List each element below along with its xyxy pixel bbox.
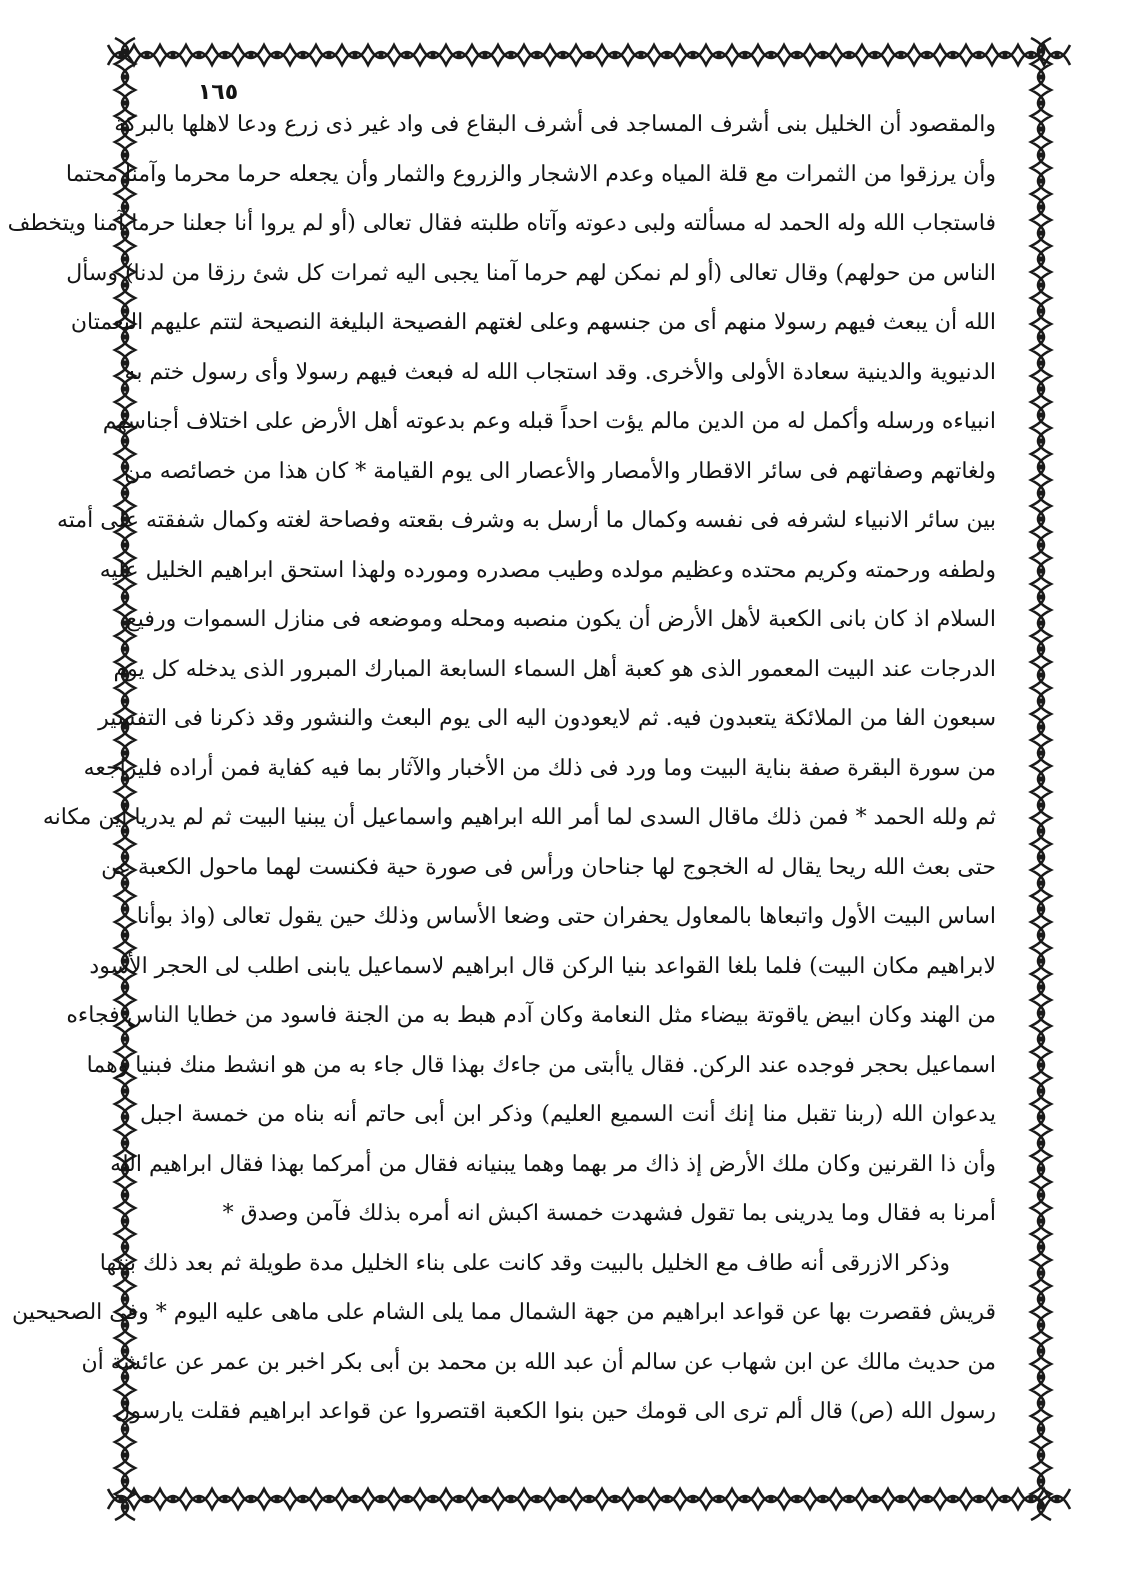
rope-knot xyxy=(1038,360,1043,365)
rope-knot xyxy=(122,1114,127,1119)
rope-knot xyxy=(248,52,253,57)
rope-knot xyxy=(122,906,127,911)
rope-knot xyxy=(586,52,591,57)
rope-knot xyxy=(820,52,825,57)
rope-knot xyxy=(898,1496,903,1501)
rope-knot xyxy=(1038,1244,1043,1249)
rope-knot xyxy=(664,52,669,57)
rope-knot xyxy=(196,1496,201,1501)
rope-knot xyxy=(846,52,851,57)
rope-knot xyxy=(1038,1114,1043,1119)
rope-knot xyxy=(122,1504,127,1509)
rope-knot xyxy=(1038,724,1043,729)
rope-knot xyxy=(248,1496,253,1501)
rope-knot xyxy=(1038,542,1043,547)
rope-knot xyxy=(1038,490,1043,495)
rope-knot xyxy=(586,1496,591,1501)
rope-knot xyxy=(196,52,201,57)
rope-knot xyxy=(1038,1062,1043,1067)
rope-knot xyxy=(690,52,695,57)
rope-knot xyxy=(1038,1088,1043,1093)
rope-knot xyxy=(1038,958,1043,963)
rope-knot xyxy=(534,1496,539,1501)
rope-knot xyxy=(378,52,383,57)
rope-knot xyxy=(1038,204,1043,209)
rope-knot xyxy=(1038,1218,1043,1223)
rope-knot xyxy=(1038,1452,1043,1457)
rope-knot xyxy=(716,52,721,57)
rope-knot xyxy=(456,52,461,57)
rope-knot xyxy=(1038,672,1043,677)
rope-knot xyxy=(794,1496,799,1501)
rope-knot xyxy=(1038,230,1043,235)
rope-knot xyxy=(508,1496,513,1501)
rope-knot xyxy=(1038,152,1043,157)
rope-knot xyxy=(300,1496,305,1501)
rope-knot xyxy=(950,52,955,57)
rope-knot xyxy=(560,52,565,57)
rope-knot xyxy=(560,1496,565,1501)
text-line-9: بين سائر الانبياء لشرفه فى نفسه وكمال ما أرسل به وشرف بقعته وفصاحة لغته وكمال شفقته على أمته xyxy=(56,508,996,533)
rope-knot xyxy=(1038,1036,1043,1041)
page-body-text xyxy=(7,100,996,1440)
rope-knot xyxy=(1038,568,1043,573)
rope-knot xyxy=(352,52,357,57)
rope-knot xyxy=(378,1496,383,1501)
rope-knot xyxy=(144,1496,149,1501)
text-line-13: سبعون الفا من الملائكة يتعبدون فيه. ثم لايعودون اليه الى يوم البعث والنشور وقد ذكرنا فى التفسير xyxy=(98,706,996,731)
rope-knot xyxy=(612,1496,617,1501)
text-line-14: من سورة البقرة صفة بناية البيت وما ورد فى ذلك من الأخبار والآثار بما فيه كفاية فمن أراده فليراجعه xyxy=(83,755,996,781)
rope-knot xyxy=(1038,1322,1043,1327)
border-right-ornament xyxy=(1024,38,1058,1516)
rope-knot xyxy=(1038,1296,1043,1301)
text-line-23: أمرنا به فقال وما يدرينى بما تقول فشهدت خمسة اكبش انه أمره بذلك فآمن وصدق * xyxy=(222,1201,996,1226)
text-line-24: وذكر الازرقى أنه طاف مع الخليل بالبيت وقد كانت على بناء الخليل مدة طويلة ثم بعد ذلك بنتها xyxy=(99,1250,950,1276)
rope-knot xyxy=(1038,412,1043,417)
rope-knot xyxy=(144,52,149,57)
rope-knot xyxy=(1038,880,1043,885)
rope-knot xyxy=(122,1478,127,1483)
rope-knot xyxy=(1038,1426,1043,1431)
rope-knot xyxy=(1038,906,1043,911)
rope-knot xyxy=(1038,308,1043,313)
rope-knot xyxy=(170,1496,175,1501)
rope-knot xyxy=(1038,932,1043,937)
rope-knot xyxy=(482,1496,487,1501)
rope-knot xyxy=(1038,334,1043,339)
rope-knot xyxy=(404,52,409,57)
rope-knot xyxy=(1038,126,1043,131)
rope-knot xyxy=(404,1496,409,1501)
rope-knot xyxy=(716,1496,721,1501)
rope-knot xyxy=(122,932,127,937)
text-line-11: السلام اذ كان بانى الكعبة لأهل الأرض أن يكون منصبه ومحله وموضعه فى منازل السموات ورفيع xyxy=(126,607,996,632)
rope-knot xyxy=(274,52,279,57)
rope-knot xyxy=(1038,854,1043,859)
rope-knot xyxy=(534,52,539,57)
text-line-1: والمقصود أن الخليل بنى أشرف المساجد فى أشرف البقاع فى واد غير ذى زرع ودعا لاهلها بالبركة xyxy=(114,112,996,137)
rope-knot xyxy=(170,52,175,57)
rope-knot xyxy=(1038,1478,1043,1483)
rope-knot xyxy=(1038,48,1043,53)
text-line-4: الناس من حولهم) وقال تعالى (أو لم نمكن لهم حرما آمنا يجبى اليه ثمرات كل شئ رزقا من لدنا) وسأل xyxy=(66,260,996,286)
rope-knot xyxy=(1038,620,1043,625)
rope-knot xyxy=(664,1496,669,1501)
rope-knot xyxy=(122,74,127,79)
rope-knot xyxy=(846,1496,851,1501)
text-line-17: اساس البيت الأول واتبعاها بالمعاول يحفران حتى وضعا الأساس وذلك حين يقول تعالى (واذ بوأنا xyxy=(136,904,996,929)
rope-knot xyxy=(1038,750,1043,755)
rope-knot xyxy=(122,1192,127,1197)
rope-knot xyxy=(924,1496,929,1501)
rope-knot xyxy=(1002,1496,1007,1501)
rope-knot xyxy=(742,52,747,57)
text-line-15: ثم ولله الحمد * فمن ذلك ماقال السدى لما أمر الله ابراهيم واسماعيل أن يبنيا البيت ثم لم يدريا اين مكانه xyxy=(42,805,996,830)
rope-knot xyxy=(508,52,513,57)
rope-knot xyxy=(326,52,331,57)
rope-knot xyxy=(300,52,305,57)
rope-knot xyxy=(222,52,227,57)
rope-knot xyxy=(872,52,877,57)
text-line-3: فاستجاب الله وله الحمد له مسألته ولبى دعوته وآتاه طلبته فقال تعالى (أو لم يروا أنا جعلنا حرما آمنا ويتخطف xyxy=(7,211,996,236)
rope-knot xyxy=(768,1496,773,1501)
text-line-20: اسماعيل بحجر فوجده عند الركن. فقال ياأبتى من جاءك بهذا قال جاء به من هو انشط منك فبنيا وهما xyxy=(86,1052,996,1078)
rope-knot xyxy=(1038,516,1043,521)
rope-knot xyxy=(924,52,929,57)
rope-knot xyxy=(1038,1166,1043,1171)
rope-knot xyxy=(1038,1010,1043,1015)
text-line-16: حتى بعث الله ريحا يقال له الخجوج لها جناحان ورأس فى صورة حية فكنست لهما ماحول الكعبة عن xyxy=(101,854,996,880)
rope-knot xyxy=(482,52,487,57)
rope-knot xyxy=(1038,74,1043,79)
rope-knot xyxy=(898,52,903,57)
rope-knot xyxy=(1038,438,1043,443)
rope-knot xyxy=(1038,464,1043,469)
text-line-27: رسول الله (ص) قال ألم ترى الى قومك حين بنوا الكعبة اقتصروا عن قواعد ابراهيم فقلت يارسول xyxy=(114,1399,996,1424)
rope-knot xyxy=(122,1452,127,1457)
border-bottom-ornament xyxy=(108,1482,1058,1516)
rope-knot xyxy=(430,52,435,57)
rope-knot xyxy=(1038,256,1043,261)
text-line-18: لابراهيم مكان البيت) فلما بلغا القواعد بنيا الركن قال ابراهيم لاسماعيل يابنى اطلب لى الحجر الأسود xyxy=(89,953,996,979)
text-line-2: وأن يرزقوا من الثمرات مع قلة المياه وعدم الاشجار والزروع والثمار وأن يجعله حرما محرما وآمنا محتما xyxy=(65,161,996,187)
rope-knot xyxy=(976,52,981,57)
rope-knot xyxy=(352,1496,357,1501)
rope-knot xyxy=(326,1496,331,1501)
rope-knot xyxy=(1038,1270,1043,1275)
rope-knot xyxy=(690,1496,695,1501)
text-line-22: وأن ذا القرنين وكان ملك الأرض إذ ذاك مر بهما وهما يبنيانه فقال من أمركما بهذا فقال ابراهيم الله xyxy=(110,1151,996,1177)
rope-knot xyxy=(1038,828,1043,833)
rope-knot xyxy=(274,1496,279,1501)
rope-knot xyxy=(1038,1504,1043,1509)
text-line-19: من الهند وكان ابيض ياقوتة بيضاء مثل النعامة وكان آدم هبط به من الجنة فاسود من خطايا الناس فجاءه xyxy=(66,1003,996,1028)
rope-knot xyxy=(612,52,617,57)
rope-knot xyxy=(820,1496,825,1501)
text-line-7: انبياءه ورسله وأكمل له من الدين مالم يؤت احداً قبله وعم بدعوته أهل الأرض على اختلاف أجناسهم xyxy=(102,409,996,434)
rope-knot xyxy=(1038,698,1043,703)
rope-knot xyxy=(222,1496,227,1501)
rope-knot xyxy=(1038,178,1043,183)
rope-knot xyxy=(1038,802,1043,807)
rope-knot xyxy=(1038,646,1043,651)
rope-knot xyxy=(1038,1348,1043,1353)
rope-knot xyxy=(872,1496,877,1501)
text-line-8: ولغاتهم وصفاتهم فى سائر الاقطار والأمصار والأعصار الى يوم القيامة * كان هذا من خصائصه من xyxy=(124,458,996,484)
text-line-21: يدعوان الله (ربنا تقبل منا إنك أنت السميع العليم) وذكر ابن أبى حاتم أنه بناه من خمسة اجبل xyxy=(140,1102,996,1127)
rope-knot xyxy=(1038,776,1043,781)
rope-knot xyxy=(638,1496,643,1501)
rope-knot xyxy=(1038,984,1043,989)
rope-knot xyxy=(794,52,799,57)
rope-knot xyxy=(1038,1400,1043,1405)
rope-knot xyxy=(122,48,127,53)
rope-knot xyxy=(950,1496,955,1501)
text-line-5: الله أن يبعث فيهم رسولا منهم أى من جنسهم وعلى لغتهم الفصيحة البليغة النصيحة لتتم عليهم النعمتان xyxy=(70,310,996,335)
rope-knot xyxy=(1038,386,1043,391)
text-line-12: الدرجات عند البيت المعمور الذى هو كعبة أهل السماء السابعة المبارك المبرور الذى يدخله كل يوم xyxy=(113,656,996,682)
rope-knot xyxy=(1038,594,1043,599)
text-line-25: قريش فقصرت بها عن قواعد ابراهيم من جهة الشمال مما يلى الشام على ماهى عليه اليوم * وفى الصحيحين xyxy=(11,1300,996,1325)
text-line-10: ولطفه ورحمته وكريم محتده وعظيم مولده وطيب مصدره ومورده ولهذا استحق ابراهيم الخليل عليه xyxy=(99,557,996,583)
rope-knot xyxy=(1038,1192,1043,1197)
rope-knot xyxy=(430,1496,435,1501)
page-number: ١٦٥ xyxy=(178,80,258,106)
text-line-6: الدنيوية والدينية سعادة الأولى والأخرى. وقد استجاب الله له فبعث فيهم رسولا وأى رسول ختم به xyxy=(124,359,996,385)
rope-knot xyxy=(1038,1140,1043,1145)
rope-knot xyxy=(638,52,643,57)
text-line-26: من حديث مالك عن ابن شهاب عن سالم أن عبد الله بن محمد بن أبى بكر اخبر بن عمر عن عائشة أن xyxy=(81,1349,996,1375)
rope-knot xyxy=(122,1218,127,1223)
rope-knot xyxy=(768,52,773,57)
rope-knot xyxy=(1038,1374,1043,1379)
border-top-ornament xyxy=(108,38,1058,72)
rope-knot xyxy=(1038,100,1043,105)
rope-knot xyxy=(976,1496,981,1501)
rope-knot xyxy=(742,1496,747,1501)
rope-knot xyxy=(1002,52,1007,57)
rope-knot xyxy=(456,1496,461,1501)
rope-knot xyxy=(1038,282,1043,287)
